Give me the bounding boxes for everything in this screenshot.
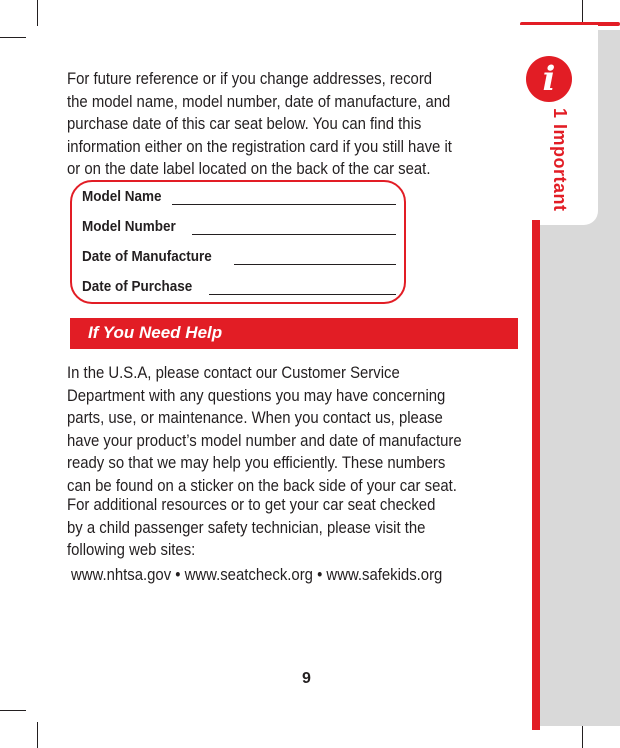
help-section-title: If You Need Help [88, 323, 223, 342]
model-name-field[interactable] [82, 188, 396, 205]
crop-mark [37, 722, 38, 748]
help-section-header [70, 318, 518, 349]
resources-paragraph: For additional resources or to get your car seat checked by a child passenger safety technician, please visit the following web sites: [67, 496, 436, 559]
side-tab-border [532, 220, 540, 730]
help-paragraph: In the U.S.A, please contact our Customer Service Department with any questions you may have concerning parts, use, or maintenance. When you contact us, please have your product’s model number and date of manufacture ready so that we may help you efficiently. These numbers can be found on a sticker on the back side of your car seat. [67, 364, 462, 495]
model-name-line[interactable] [172, 190, 396, 205]
date-of-manufacture-field[interactable] [82, 248, 396, 265]
date-of-purchase-field[interactable] [82, 278, 396, 295]
page-number: 9 [302, 670, 311, 687]
date-of-purchase-line[interactable] [209, 280, 396, 295]
date-of-manufacture-line[interactable] [234, 250, 396, 265]
web-links[interactable]: www.nhtsa.gov • www.seatcheck.org • www.safekids.org [71, 566, 443, 584]
crop-mark [37, 0, 38, 26]
date-of-purchase-label: Date of Purchase [82, 278, 193, 295]
info-icon: i [526, 56, 572, 102]
intro-paragraph: For future reference or if you change addresses, record the model name, model number, date of manufacture, and purchase date of this car seat below. You can find this information either on the registration card if you still have it or on the date label located on the back of the car seat. [67, 70, 452, 178]
section-label: 1 Important [550, 108, 570, 212]
model-name-label: Model Name [82, 188, 162, 205]
model-number-field[interactable] [82, 218, 396, 235]
model-number-label: Model Number [82, 218, 176, 235]
date-of-manufacture-label: Date of Manufacture [82, 248, 212, 265]
model-number-line[interactable] [192, 220, 396, 235]
crop-mark [0, 710, 26, 711]
crop-mark [0, 37, 26, 38]
